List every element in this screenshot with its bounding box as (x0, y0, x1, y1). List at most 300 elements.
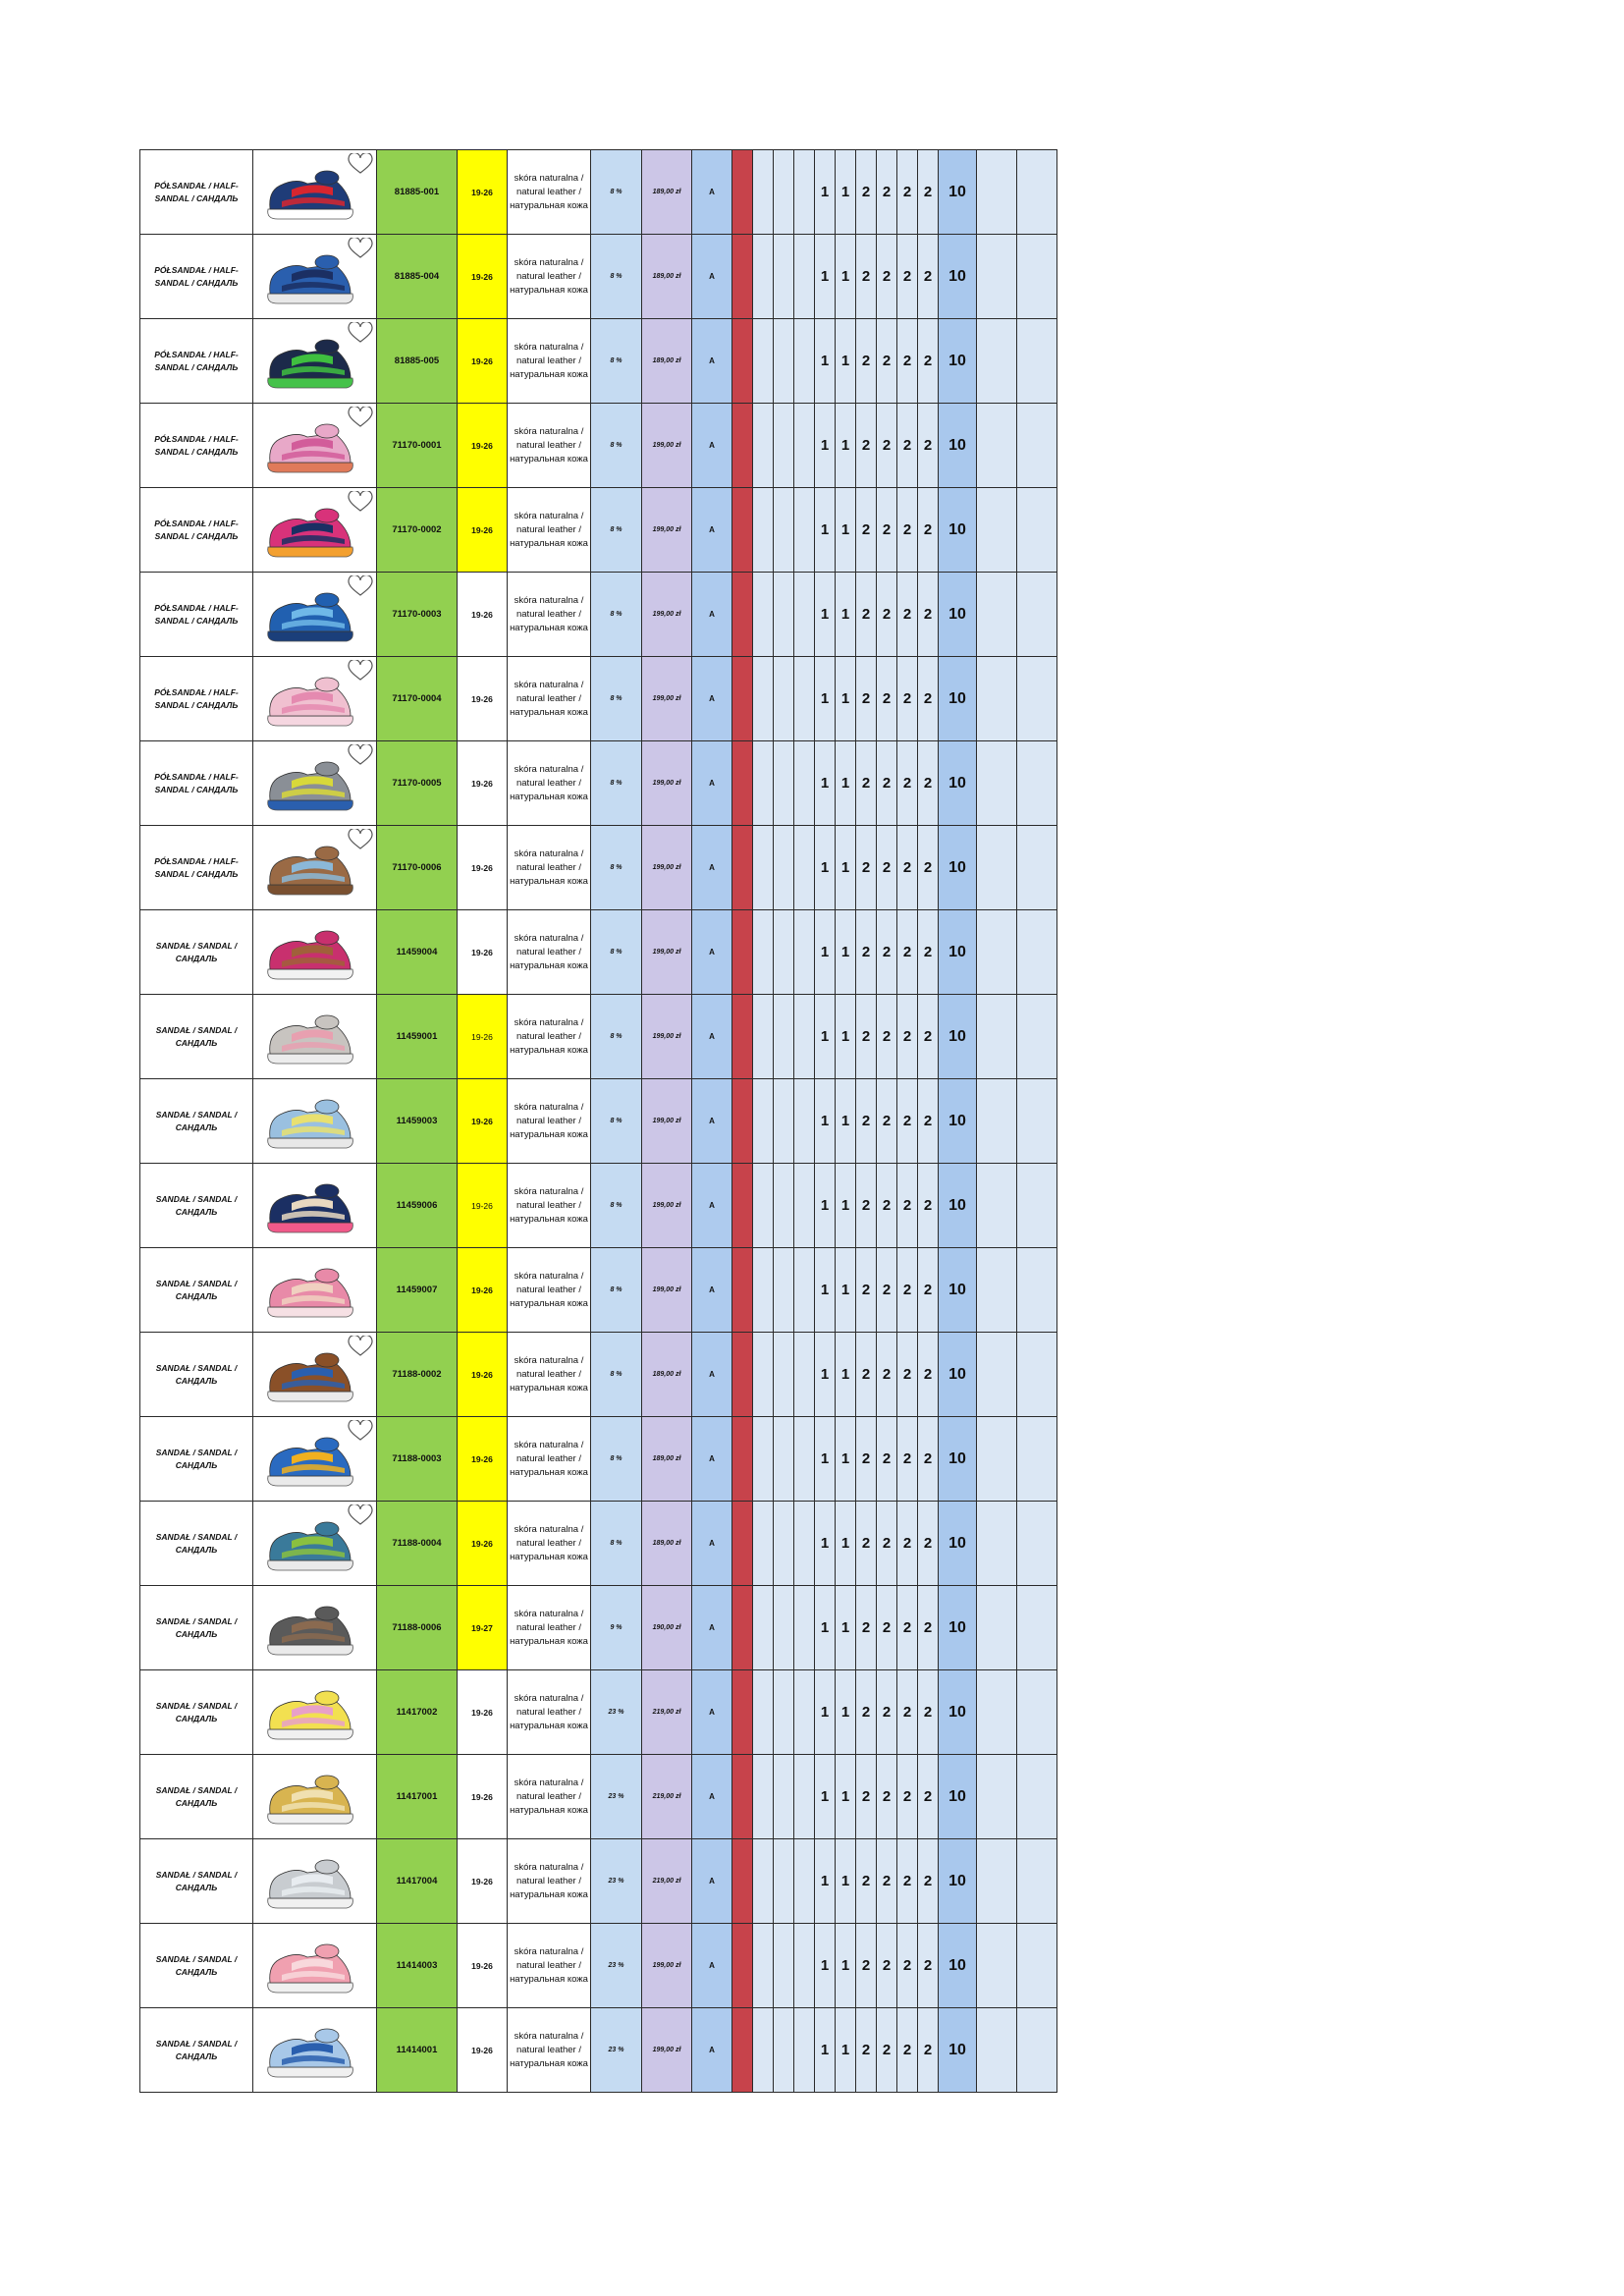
empty-cell[interactable] (753, 995, 774, 1079)
empty-cell[interactable] (753, 235, 774, 319)
quantity-cell[interactable]: 1 (836, 1417, 856, 1502)
quantity-cell[interactable]: 1 (815, 1333, 836, 1417)
quantity-cell[interactable]: 2 (897, 1502, 918, 1586)
quantity-cell[interactable]: 2 (897, 1164, 918, 1248)
quantity-cell[interactable]: 2 (897, 657, 918, 741)
empty-cell[interactable] (774, 150, 794, 235)
quantity-cell[interactable]: 2 (918, 1164, 939, 1248)
quantity-cell[interactable]: 2 (918, 657, 939, 741)
empty-cell[interactable] (794, 1755, 815, 1839)
quantity-cell[interactable]: 2 (856, 488, 877, 573)
quantity-cell[interactable]: 2 (918, 826, 939, 910)
empty-cell[interactable] (1017, 657, 1057, 741)
quantity-cell[interactable]: 2 (856, 1248, 877, 1333)
empty-cell[interactable] (977, 657, 1017, 741)
quantity-cell[interactable]: 1 (815, 319, 836, 404)
empty-cell[interactable] (774, 1924, 794, 2008)
price-cell: 199,00 zł (642, 826, 692, 910)
empty-cell[interactable] (753, 1417, 774, 1502)
quantity-cell[interactable]: 2 (897, 1079, 918, 1164)
class-cell: A (692, 404, 732, 488)
quantity-cell[interactable]: 1 (836, 573, 856, 657)
discount-cell: 9 % (591, 1586, 642, 1670)
table-row (140, 2008, 1057, 2093)
empty-cell[interactable] (1017, 1079, 1057, 1164)
quantity-cell[interactable]: 2 (918, 319, 939, 404)
heart-icon[interactable] (348, 407, 373, 428)
empty-cell[interactable] (977, 1924, 1017, 2008)
empty-cell[interactable] (977, 1333, 1017, 1417)
material-cell: skóra naturalna / natural leather / натуральная кожа (508, 1755, 591, 1839)
empty-cell[interactable] (753, 1502, 774, 1586)
quantity-cell[interactable]: 2 (897, 2008, 918, 2093)
product-type-cell: SANDAŁ / SANDAL / САНДАЛЬ (140, 1079, 253, 1164)
empty-cell[interactable] (753, 1839, 774, 1924)
quantity-cell[interactable]: 2 (856, 404, 877, 488)
empty-cell[interactable] (977, 995, 1017, 1079)
empty-cell[interactable] (794, 1502, 815, 1586)
empty-cell[interactable] (753, 1248, 774, 1333)
quantity-cell[interactable]: 1 (815, 1670, 836, 1755)
product-image-cell (253, 1670, 377, 1755)
heart-icon[interactable] (348, 322, 373, 344)
class-cell: A (692, 657, 732, 741)
empty-cell[interactable] (753, 404, 774, 488)
empty-cell[interactable] (753, 1164, 774, 1248)
empty-cell[interactable] (753, 150, 774, 235)
quantity-cell[interactable]: 2 (856, 826, 877, 910)
quantity-cell[interactable]: 1 (836, 1924, 856, 2008)
quantity-cell[interactable]: 2 (856, 1924, 877, 2008)
empty-cell[interactable] (977, 1755, 1017, 1839)
quantity-cell[interactable]: 2 (918, 1670, 939, 1755)
quantity-cell[interactable]: 2 (897, 995, 918, 1079)
heart-icon[interactable] (348, 238, 373, 259)
quantity-cell[interactable]: 2 (918, 741, 939, 826)
quantity-cell[interactable]: 1 (815, 404, 836, 488)
quantity-cell[interactable]: 1 (815, 1502, 836, 1586)
sandal-image (262, 1175, 356, 1236)
quantity-cell[interactable]: 1 (815, 150, 836, 235)
quantity-cell[interactable]: 2 (918, 1333, 939, 1417)
empty-cell[interactable] (753, 1333, 774, 1417)
empty-cell[interactable] (794, 573, 815, 657)
empty-cell[interactable] (977, 235, 1017, 319)
empty-cell[interactable] (794, 910, 815, 995)
empty-cell[interactable] (977, 1586, 1017, 1670)
empty-cell[interactable] (977, 1839, 1017, 1924)
quantity-cell[interactable]: 1 (836, 488, 856, 573)
empty-cell[interactable] (774, 488, 794, 573)
quantity-cell[interactable]: 2 (897, 319, 918, 404)
empty-cell[interactable] (753, 657, 774, 741)
heart-icon[interactable] (348, 575, 373, 597)
empty-cell[interactable] (774, 995, 794, 1079)
empty-cell[interactable] (794, 1079, 815, 1164)
red-marker-cell (732, 1839, 753, 1924)
empty-cell[interactable] (794, 995, 815, 1079)
empty-cell[interactable] (774, 404, 794, 488)
quantity-cell[interactable]: 2 (918, 1755, 939, 1839)
quantity-cell[interactable]: 2 (918, 1079, 939, 1164)
empty-cell[interactable] (1017, 573, 1057, 657)
quantity-cell[interactable]: 2 (856, 1586, 877, 1670)
empty-cell[interactable] (794, 1248, 815, 1333)
empty-cell[interactable] (774, 1670, 794, 1755)
quantity-cell[interactable]: 2 (877, 488, 897, 573)
quantity-cell[interactable]: 2 (918, 995, 939, 1079)
size-range-cell: 19-26 (458, 1164, 508, 1248)
quantity-cell[interactable]: 2 (877, 1333, 897, 1417)
quantity-cell[interactable]: 1 (836, 1248, 856, 1333)
empty-cell[interactable] (1017, 150, 1057, 235)
table-row (140, 1417, 1057, 1502)
empty-cell[interactable] (794, 826, 815, 910)
quantity-cell[interactable]: 2 (877, 741, 897, 826)
heart-icon[interactable] (348, 491, 373, 513)
quantity-cell[interactable]: 2 (918, 1502, 939, 1586)
quantity-cell[interactable]: 1 (815, 2008, 836, 2093)
quantity-cell[interactable]: 1 (836, 1079, 856, 1164)
empty-cell[interactable] (794, 1586, 815, 1670)
empty-cell[interactable] (753, 2008, 774, 2093)
quantity-cell[interactable]: 2 (918, 1248, 939, 1333)
quantity-cell[interactable]: 2 (856, 741, 877, 826)
empty-cell[interactable] (1017, 1670, 1057, 1755)
empty-cell[interactable] (794, 2008, 815, 2093)
empty-cell[interactable] (977, 1079, 1017, 1164)
empty-cell[interactable] (794, 235, 815, 319)
quantity-cell[interactable]: 1 (836, 235, 856, 319)
empty-cell[interactable] (977, 1502, 1017, 1586)
quantity-cell[interactable]: 2 (856, 573, 877, 657)
quantity-cell[interactable]: 1 (815, 1586, 836, 1670)
quantity-cell[interactable]: 1 (836, 2008, 856, 2093)
empty-cell[interactable] (977, 488, 1017, 573)
empty-cell[interactable] (794, 1839, 815, 1924)
quantity-cell[interactable]: 2 (856, 1417, 877, 1502)
empty-cell[interactable] (1017, 1924, 1057, 2008)
product-type-cell: PÓŁSANDAŁ / HALF-SANDAL / САНДАЛЬ (140, 404, 253, 488)
empty-cell[interactable] (977, 319, 1017, 404)
empty-cell[interactable] (774, 319, 794, 404)
empty-cell[interactable] (774, 1333, 794, 1417)
quantity-cell[interactable]: 1 (815, 488, 836, 573)
empty-cell[interactable] (774, 1839, 794, 1924)
quantity-cell[interactable]: 2 (897, 910, 918, 995)
quantity-cell[interactable]: 1 (836, 1586, 856, 1670)
empty-cell[interactable] (794, 741, 815, 826)
quantity-cell[interactable]: 2 (856, 995, 877, 1079)
quantity-cell[interactable]: 1 (815, 1839, 836, 1924)
empty-cell[interactable] (794, 1333, 815, 1417)
quantity-cell[interactable]: 1 (836, 826, 856, 910)
quantity-cell[interactable]: 1 (815, 910, 836, 995)
discount-cell: 8 % (591, 319, 642, 404)
empty-cell[interactable] (1017, 1417, 1057, 1502)
heart-icon[interactable] (348, 829, 373, 850)
empty-cell[interactable] (774, 1079, 794, 1164)
quantity-cell[interactable]: 1 (815, 1924, 836, 2008)
empty-cell[interactable] (753, 319, 774, 404)
price-cell: 189,00 zł (642, 235, 692, 319)
quantity-cell[interactable]: 2 (877, 657, 897, 741)
quantity-cell[interactable]: 1 (815, 1755, 836, 1839)
red-marker-cell (732, 1586, 753, 1670)
empty-cell[interactable] (977, 1670, 1017, 1755)
empty-cell[interactable] (753, 1586, 774, 1670)
empty-cell[interactable] (1017, 1755, 1057, 1839)
quantity-cell[interactable]: 2 (897, 1839, 918, 1924)
quantity-cell[interactable]: 2 (918, 1586, 939, 1670)
empty-cell[interactable] (753, 741, 774, 826)
quantity-cell[interactable]: 2 (856, 657, 877, 741)
quantity-cell[interactable]: 2 (877, 235, 897, 319)
empty-cell[interactable] (1017, 1586, 1057, 1670)
empty-cell[interactable] (774, 657, 794, 741)
empty-cell[interactable] (774, 1502, 794, 1586)
quantity-cell[interactable]: 2 (897, 1755, 918, 1839)
quantity-cell[interactable]: 2 (877, 1839, 897, 1924)
empty-cell[interactable] (753, 826, 774, 910)
quantity-cell[interactable]: 1 (836, 319, 856, 404)
empty-cell[interactable] (977, 2008, 1017, 2093)
quantity-cell[interactable]: 1 (836, 1502, 856, 1586)
quantity-cell[interactable]: 2 (918, 2008, 939, 2093)
quantity-cell[interactable]: 2 (918, 235, 939, 319)
empty-cell[interactable] (794, 1924, 815, 2008)
quantity-cell[interactable]: 1 (815, 1417, 836, 1502)
empty-cell[interactable] (794, 488, 815, 573)
quantity-cell[interactable]: 2 (856, 1839, 877, 1924)
quantity-cell[interactable]: 2 (877, 1164, 897, 1248)
empty-cell[interactable] (774, 910, 794, 995)
quantity-cell[interactable]: 2 (856, 235, 877, 319)
empty-cell[interactable] (753, 1079, 774, 1164)
quantity-cell[interactable]: 2 (856, 1670, 877, 1755)
quantity-cell[interactable]: 2 (856, 1164, 877, 1248)
heart-icon[interactable] (348, 660, 373, 682)
quantity-cell[interactable]: 2 (897, 235, 918, 319)
product-type-cell: SANDAŁ / SANDAL / САНДАЛЬ (140, 1164, 253, 1248)
quantity-cell[interactable]: 1 (836, 404, 856, 488)
quantity-cell[interactable]: 2 (918, 1924, 939, 2008)
empty-cell[interactable] (753, 488, 774, 573)
empty-cell[interactable] (794, 150, 815, 235)
empty-cell[interactable] (1017, 826, 1057, 910)
quantity-cell[interactable]: 2 (877, 1417, 897, 1502)
quantity-cell[interactable]: 2 (897, 1248, 918, 1333)
empty-cell[interactable] (1017, 2008, 1057, 2093)
material-cell: skóra naturalna / natural leather / натуральная кожа (508, 1924, 591, 2008)
quantity-cell[interactable]: 2 (856, 1755, 877, 1839)
quantity-cell[interactable]: 2 (918, 1839, 939, 1924)
quantity-cell[interactable]: 2 (897, 150, 918, 235)
quantity-cell[interactable]: 2 (856, 1502, 877, 1586)
quantity-cell[interactable]: 1 (836, 1164, 856, 1248)
quantity-cell[interactable]: 1 (815, 995, 836, 1079)
empty-cell[interactable] (774, 1248, 794, 1333)
empty-cell[interactable] (774, 1417, 794, 1502)
quantity-cell[interactable]: 2 (877, 910, 897, 995)
quantity-cell[interactable]: 2 (877, 995, 897, 1079)
empty-cell[interactable] (977, 826, 1017, 910)
empty-cell[interactable] (977, 150, 1017, 235)
empty-cell[interactable] (774, 741, 794, 826)
empty-cell[interactable] (977, 910, 1017, 995)
product-order-table (139, 149, 1057, 2093)
empty-cell[interactable] (1017, 1164, 1057, 1248)
empty-cell[interactable] (794, 319, 815, 404)
quantity-cell[interactable]: 2 (897, 1924, 918, 2008)
empty-cell[interactable] (794, 1417, 815, 1502)
empty-cell[interactable] (774, 573, 794, 657)
quantity-cell[interactable]: 2 (856, 910, 877, 995)
empty-cell[interactable] (753, 1670, 774, 1755)
empty-cell[interactable] (977, 1248, 1017, 1333)
quantity-cell[interactable]: 2 (877, 573, 897, 657)
empty-cell[interactable] (1017, 995, 1057, 1079)
empty-cell[interactable] (753, 1755, 774, 1839)
quantity-cell[interactable]: 2 (877, 1924, 897, 2008)
quantity-cell[interactable]: 1 (815, 1079, 836, 1164)
empty-cell[interactable] (1017, 319, 1057, 404)
empty-cell[interactable] (1017, 910, 1057, 995)
quantity-cell[interactable]: 1 (836, 995, 856, 1079)
quantity-cell[interactable]: 2 (877, 1670, 897, 1755)
empty-cell[interactable] (1017, 741, 1057, 826)
quantity-cell[interactable]: 1 (836, 150, 856, 235)
empty-cell[interactable] (774, 235, 794, 319)
empty-cell[interactable] (977, 1417, 1017, 1502)
quantity-cell[interactable]: 2 (877, 150, 897, 235)
quantity-cell[interactable]: 1 (836, 910, 856, 995)
red-marker-cell (732, 235, 753, 319)
quantity-cell[interactable]: 2 (897, 1417, 918, 1502)
empty-cell[interactable] (774, 1755, 794, 1839)
empty-cell[interactable] (1017, 1839, 1057, 1924)
empty-cell[interactable] (774, 1586, 794, 1670)
empty-cell[interactable] (1017, 235, 1057, 319)
heart-icon[interactable] (348, 153, 373, 175)
product-code-cell: 81885-001 (377, 150, 458, 235)
quantity-cell[interactable]: 2 (877, 1502, 897, 1586)
empty-cell[interactable] (794, 1670, 815, 1755)
quantity-cell[interactable]: 2 (897, 1586, 918, 1670)
empty-cell[interactable] (753, 1924, 774, 2008)
quantity-cell[interactable]: 2 (918, 573, 939, 657)
quantity-cell[interactable]: 1 (815, 741, 836, 826)
quantity-cell[interactable]: 2 (877, 404, 897, 488)
quantity-cell[interactable]: 1 (836, 1755, 856, 1839)
price-cell: 189,00 zł (642, 1502, 692, 1586)
quantity-cell[interactable]: 2 (897, 404, 918, 488)
quantity-cell[interactable]: 1 (836, 1670, 856, 1755)
total-quantity-cell: 10 (939, 1079, 977, 1164)
empty-cell[interactable] (753, 573, 774, 657)
quantity-cell[interactable]: 2 (897, 1333, 918, 1417)
empty-cell[interactable] (1017, 488, 1057, 573)
empty-cell[interactable] (1017, 1248, 1057, 1333)
empty-cell[interactable] (977, 573, 1017, 657)
discount-cell: 8 % (591, 910, 642, 995)
total-quantity-cell: 10 (939, 1924, 977, 2008)
empty-cell[interactable] (774, 2008, 794, 2093)
quantity-cell[interactable]: 2 (918, 150, 939, 235)
quantity-cell[interactable]: 2 (856, 2008, 877, 2093)
empty-cell[interactable] (977, 741, 1017, 826)
quantity-cell[interactable]: 1 (815, 235, 836, 319)
material-cell: skóra naturalna / natural leather / натуральная кожа (508, 573, 591, 657)
quantity-cell[interactable]: 2 (918, 488, 939, 573)
quantity-cell[interactable]: 2 (856, 1333, 877, 1417)
product-type-cell: PÓŁSANDAŁ / HALF-SANDAL / САНДАЛЬ (140, 573, 253, 657)
quantity-cell[interactable]: 1 (815, 657, 836, 741)
heart-icon[interactable] (348, 744, 373, 766)
empty-cell[interactable] (977, 404, 1017, 488)
quantity-cell[interactable]: 2 (877, 1755, 897, 1839)
class-cell: A (692, 1502, 732, 1586)
size-range-cell: 19-26 (458, 1502, 508, 1586)
quantity-cell[interactable]: 2 (877, 1586, 897, 1670)
empty-cell[interactable] (774, 1164, 794, 1248)
discount-cell: 8 % (591, 826, 642, 910)
quantity-cell[interactable]: 2 (877, 826, 897, 910)
quantity-cell[interactable]: 2 (856, 319, 877, 404)
empty-cell[interactable] (794, 657, 815, 741)
product-type-cell: SANDAŁ / SANDAL / САНДАЛЬ (140, 910, 253, 995)
quantity-cell[interactable]: 1 (815, 573, 836, 657)
quantity-cell[interactable]: 1 (836, 1839, 856, 1924)
empty-cell[interactable] (774, 826, 794, 910)
quantity-cell[interactable]: 2 (856, 1079, 877, 1164)
quantity-cell[interactable]: 2 (918, 404, 939, 488)
empty-cell[interactable] (794, 1164, 815, 1248)
quantity-cell[interactable]: 2 (897, 1670, 918, 1755)
quantity-cell[interactable]: 1 (815, 1248, 836, 1333)
quantity-cell[interactable]: 1 (836, 1333, 856, 1417)
heart-icon[interactable] (348, 1504, 373, 1526)
quantity-cell[interactable]: 2 (877, 319, 897, 404)
price-cell: 189,00 zł (642, 319, 692, 404)
quantity-cell[interactable]: 2 (897, 573, 918, 657)
red-marker-cell (732, 488, 753, 573)
quantity-cell[interactable]: 2 (918, 910, 939, 995)
quantity-cell[interactable]: 2 (897, 741, 918, 826)
quantity-cell[interactable]: 2 (877, 1248, 897, 1333)
quantity-cell[interactable]: 2 (856, 150, 877, 235)
empty-cell[interactable] (794, 404, 815, 488)
quantity-cell[interactable]: 1 (836, 657, 856, 741)
sandal-image (262, 1513, 356, 1574)
quantity-cell[interactable]: 2 (897, 826, 918, 910)
quantity-cell[interactable]: 2 (897, 488, 918, 573)
quantity-cell[interactable]: 2 (877, 1079, 897, 1164)
quantity-cell[interactable]: 1 (815, 1164, 836, 1248)
empty-cell[interactable] (977, 1164, 1017, 1248)
quantity-cell[interactable]: 1 (836, 741, 856, 826)
empty-cell[interactable] (753, 910, 774, 995)
heart-icon[interactable] (348, 1420, 373, 1442)
heart-icon[interactable] (348, 1336, 373, 1357)
empty-cell[interactable] (1017, 1333, 1057, 1417)
quantity-cell[interactable]: 2 (877, 2008, 897, 2093)
empty-cell[interactable] (1017, 1502, 1057, 1586)
empty-cell[interactable] (1017, 404, 1057, 488)
quantity-cell[interactable]: 2 (918, 1417, 939, 1502)
product-code-cell: 11417001 (377, 1755, 458, 1839)
quantity-cell[interactable]: 1 (815, 826, 836, 910)
